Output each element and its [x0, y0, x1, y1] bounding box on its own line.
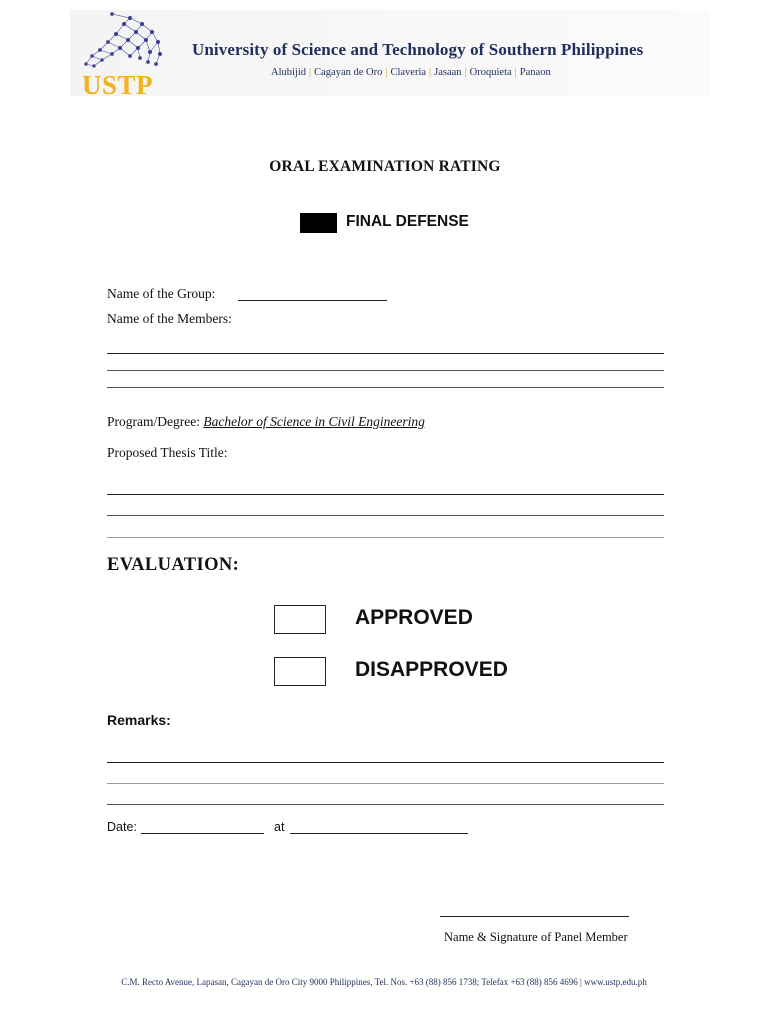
footer-address: C.M. Recto Avenue, Lapasan, Cagayan de Oro City 9000 Philippines, Tel. Nos. +63 (88) 856 1738; Telefax +63 (88) 856 4696 | www.ustp.edu.ph: [121, 977, 647, 987]
members-line-1[interactable]: [107, 353, 664, 354]
group-name-field[interactable]: [238, 300, 387, 301]
at-label: at: [274, 820, 285, 834]
thesis-line-1[interactable]: [107, 494, 664, 495]
members-line-3[interactable]: [107, 387, 664, 388]
date-label: Date:: [107, 820, 137, 834]
remarks-label: Remarks:: [107, 712, 171, 728]
final-defense-checkbox[interactable]: [300, 213, 337, 233]
final-defense-label: FINAL DEFENSE: [346, 213, 469, 230]
members-label: Name of the Members:: [107, 311, 232, 326]
thesis-line-2[interactable]: [107, 515, 664, 516]
remarks-line-3[interactable]: [107, 804, 664, 805]
campus-list: [271, 67, 551, 78]
campus-item: Alubijid: [271, 67, 307, 78]
group-label: Name of the Group:: [107, 286, 216, 301]
program-label: Program/Degree:: [107, 414, 200, 429]
campus-separator: |: [464, 67, 467, 78]
location-field[interactable]: [290, 833, 468, 834]
form-title: ORAL EXAMINATION RATING: [269, 158, 501, 175]
disapproved-checkbox[interactable]: [274, 657, 326, 686]
signature-line[interactable]: [440, 916, 629, 917]
disapproved-label: DISAPPROVED: [355, 658, 508, 681]
campus-item: Cagayan de Oro: [314, 67, 383, 78]
campus-separator: |: [309, 67, 312, 78]
campus-item: Oroquieta: [469, 67, 512, 78]
approved-checkbox[interactable]: [274, 605, 326, 634]
members-line-2[interactable]: [107, 370, 664, 371]
campus-item: Claveria: [390, 67, 427, 78]
campus-separator: |: [385, 67, 388, 78]
campus-item: Jasaan: [434, 67, 462, 78]
date-field[interactable]: [141, 833, 264, 834]
program-row: [107, 414, 425, 430]
remarks-line-1[interactable]: [107, 762, 664, 763]
thesis-title-label: Proposed Thesis Title:: [107, 445, 228, 460]
signature-label: Name & Signature of Panel Member: [444, 930, 628, 944]
thesis-line-3[interactable]: [107, 537, 664, 538]
evaluation-heading: EVALUATION:: [107, 555, 240, 575]
logo-dot-network-icon: [85, 12, 162, 67]
campus-separator: |: [429, 67, 432, 78]
ustp-logo: [78, 10, 188, 100]
logo-text: USTP: [82, 70, 154, 100]
approved-label: APPROVED: [355, 606, 473, 629]
campus-item: Panaon: [519, 67, 551, 78]
remarks-line-2[interactable]: [107, 783, 664, 784]
campus-separator: |: [514, 67, 517, 78]
university-name: University of Science and Technology of Southern Philippines: [192, 40, 644, 59]
program-value: Bachelor of Science in Civil Engineering: [203, 414, 425, 429]
